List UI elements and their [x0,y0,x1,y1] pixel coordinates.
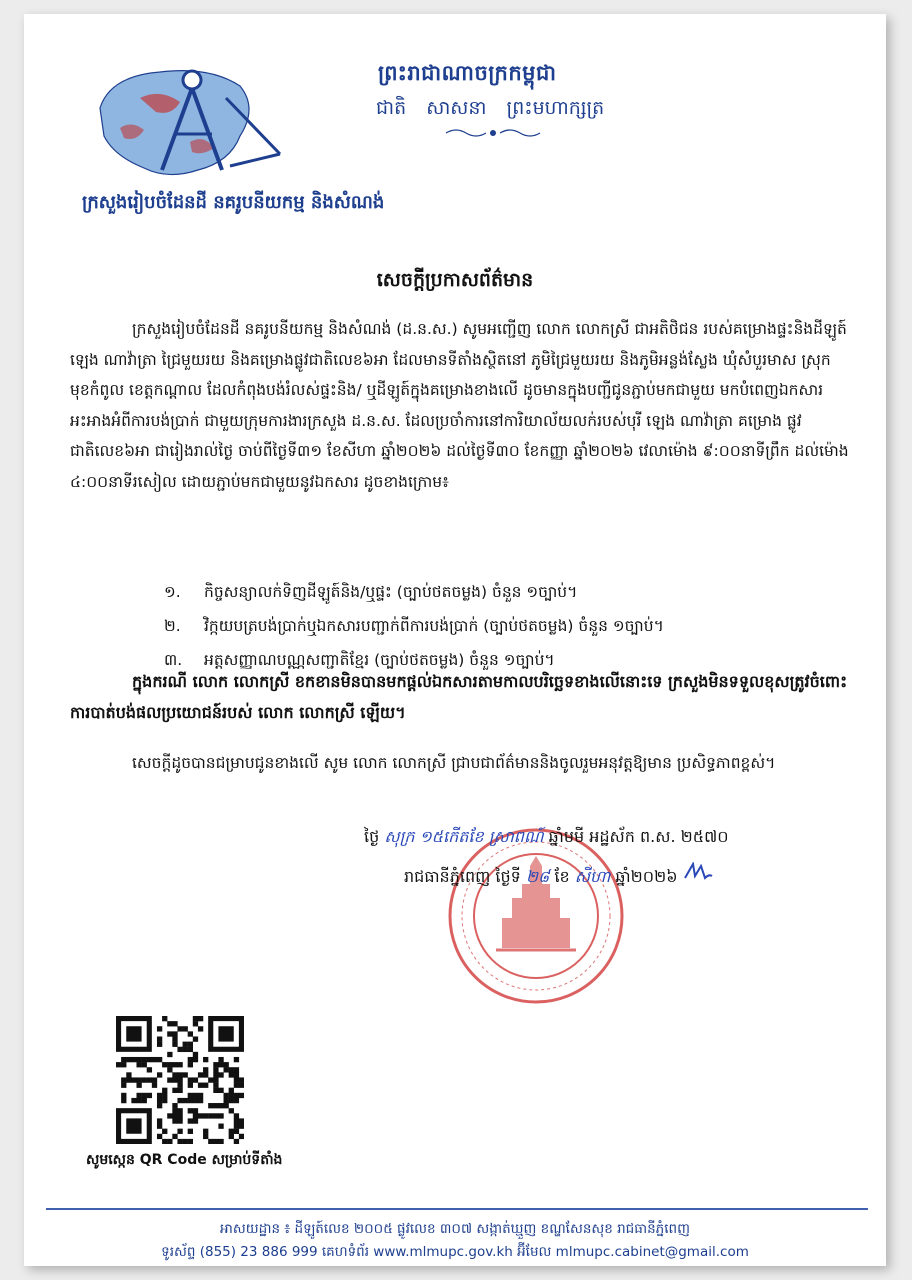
lunar-date-prefix: ថ្ងៃ [364,827,380,846]
qr-caption: សូមស្កេន QR Code សម្រាប់ទីតាំង [86,1152,283,1168]
list-item [164,582,577,605]
list-item-number: ១. [164,583,181,601]
lunar-date-suffix: ឆ្នាំមមី អដ្ឋស័ក ព.ស. ២៥៧០ [548,827,729,846]
body-paragraph: ក្រសួងរៀបចំដែនដី នគរូបនីយកម្ម និងសំណង់ (ដ.ន.ស.) សូមអញ្ជើញ លោក លោកស្រី ជាអតិថិជន របស់គម្រោងផ្ទះនិងដីឡូត៍ ឡេង ណាវ៉ាត្រា ជ្រៃមួយរយ និងគម្រោងផ្លូវជាតិលេខ៦អា ដែលមានទីតាំងស្ថិតនៅ ភូមិជ្រៃមួយរយ និងភូមិអន្លង់ស្លែង ឃុំសំបួរមាស ស្រុកមុខកំពូល ខេត្តកណ្តាល ដែលកំពុងបង់រំលស់ផ្ទះនិង/ ឬដីឡូត៍ក្នុងគម្រោងខាងលើ ដូចមានក្នុងបញ្ជីជូនភ្ជាប់មកជាមួយ មកបំពេញឯកសារអះអាងអំពីការបង់ប្រាក់ ជាមួយក្រុមការងារក្រសួង ដ.ន.ស. ដែលប្រចាំការនៅការិយាល័យលក់របស់បុរី ឡេង ណាវ៉ាត្រា គម្រោង ផ្លូវជាតិលេខ៦អា ជារៀងរាល់ថ្ងៃ ចាប់ពីថ្ងៃទី៣១ ខែសីហា ឆ្នាំ២០២៦ ដល់ថ្ងៃទី៣០ ខែកញ្ញា ឆ្នាំ២០២៦ វេលាម៉ោង ៩:០០នាទីព្រឹក ដល់ម៉ោង ៤:០០នាទីរសៀល ដោយភ្ជាប់មកជាមួយនូវឯកសារ ដូចខាងក្រោម៖ [70,320,849,491]
list-item-number: ៣. [164,651,183,669]
solar-date-prefix: រាជធានីភ្នំពេញ ថ្ងៃទី [404,867,521,886]
solar-date-day: ២៨ [525,867,550,886]
lunar-date-line [364,826,729,850]
footer-contact: ទូរស័ព្ទ (855) 23 886 999 គេហទំព័រ www.mlmupc.gov.kh អ៊ីមែល mlmupc.cabinet@gmail.com [161,1244,749,1260]
official-seal [446,826,626,1006]
list-item-text: កិច្ចសន្យាលក់ទិញដីឡូត៍និង/ឬផ្ទះ (ច្បាប់ថតចម្លង) ចំនួន ១ច្បាប់។ [204,583,578,601]
document-page [24,14,886,1266]
qr-code[interactable] [116,1016,244,1144]
list-item-text: វិក្កយបត្របង់ប្រាក់ឬឯកសារបញ្ជាក់ពីការបង់ប្រាក់ (ច្បាប់ថតចម្លង) ចំនួន ១ច្បាប់។ [204,617,664,635]
signature-initials [683,862,713,882]
ministry-logo [80,58,305,188]
solar-date-line [404,862,713,890]
closing-paragraph: សេចក្តីដូចបានជម្រាបជូនខាងលើ សូម លោក លោកស្រី ជ្រាបជាព័ត៌មាននិងចូលរួមអនុវត្តឱ្យមាន ប្រសិទ្ធភាពខ្ពស់។ [132,754,776,772]
national-motto: ជាតិ សាសនា ព្រះមហាក្សត្រ [376,97,605,119]
warning-paragraph: ក្នុងករណី លោក លោកស្រី ខកខានមិនបានមកផ្តល់ឯកសារតាមកាលបរិច្ឆេទខាងលើនោះទេ ក្រសួងមិនទទួលខុសត្រូវចំពោះការបាត់បង់ផលប្រយោជន៍របស់ លោក លោកស្រី ឡើយ។ [70,672,848,722]
ornament-divider [444,126,542,140]
solar-date-year: ឆ្នាំ២០២៦ [615,867,678,886]
list-item-number: ២. [164,617,181,635]
footer-address: អាសយដ្ឋាន ៖ ដីឡូត៍លេខ ២០០៥ ផ្លូវលេខ ៣០៧ សង្កាត់ឃ្មួញ ខណ្ឌសែនសុខ រាជធានីភ្នំពេញ [220,1221,690,1237]
ministry-name: ក្រសួងរៀបចំដែនដី នគរូបនីយកម្ម និងសំណង់ [82,192,385,213]
kingdom-heading: ព្រះរាជាណាចក្រកម្ពុជា [378,61,557,85]
solar-date-month: សីហា [574,867,611,886]
document-title: សេចក្តីប្រកាសព័ត៌មាន [376,269,534,291]
list-item-text: អត្តសញ្ញាណបណ្ណសញ្ជាតិខ្មែរ (ច្បាប់ថតចម្លង) ចំនួន ១ច្បាប់។ [204,651,555,669]
lunar-date-handwritten: សុក្រ ១៥កើតខែ ស្រាពណ៍ [384,827,544,846]
list-item [164,616,664,639]
footer-divider [46,1208,868,1210]
solar-date-month-label: ខែ [554,867,570,886]
